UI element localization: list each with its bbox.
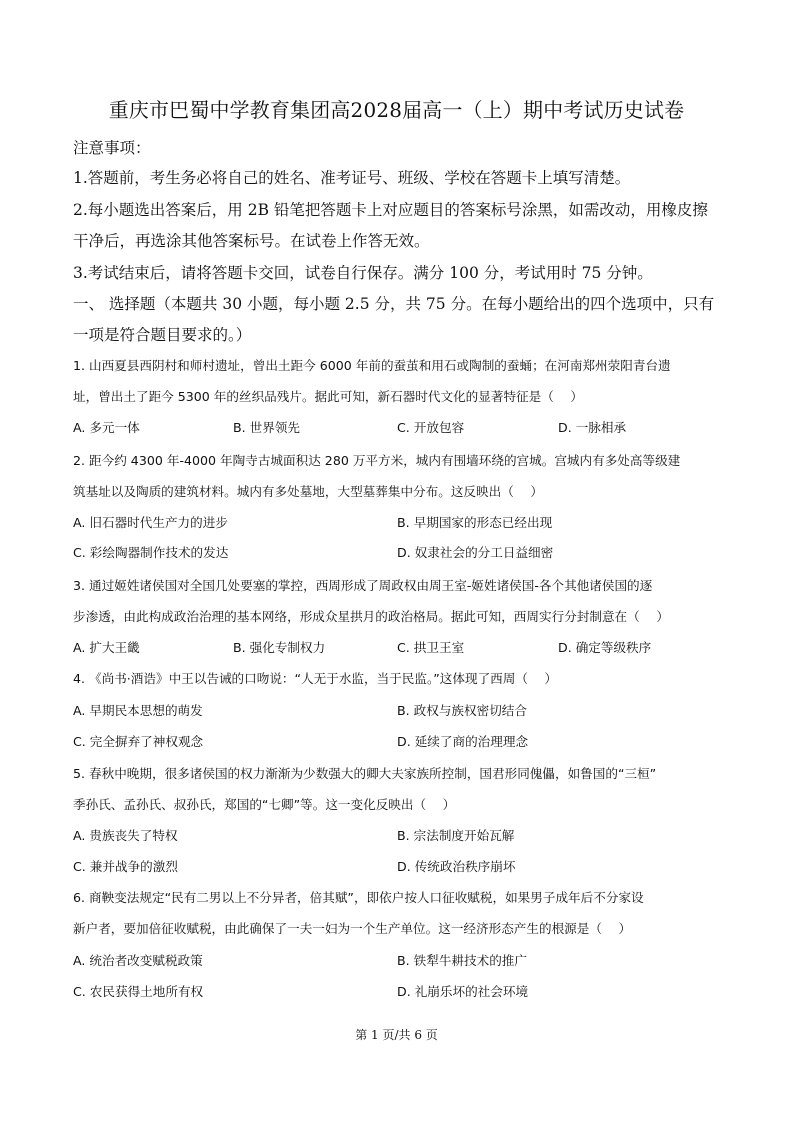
question-3-line-2: 步渗透，由此构成政治治理的基本网络，形成众星拱月的政治格局。据此可知，西周实行分封制意在（ ）	[73, 609, 669, 624]
question-2-line-2: 筑基址以及陶质的建筑材料。城内有多处墓地，大型墓葬集中分布。这反映出（ ）	[73, 484, 543, 499]
question-6-option-b: B. 铁犁牛耕技术的推广	[397, 953, 527, 968]
page-footer: 第 1 页/共 6 页	[355, 1028, 438, 1042]
question-1-line-2: 址，曾出土了距今 5300 年的丝织品残片。据此可知，新石器时代文化的显著特征是（ ）	[73, 389, 584, 404]
question-6-line-2: 新户者，要加倍征收赋税，由此确保了一夫一妇为一个生产单位。这一经济形态产生的根源是（ ）	[73, 921, 632, 936]
question-4-option-a: A. 早期民本思想的萌发	[73, 703, 203, 718]
question-4-option-d: D. 延续了商的治理理念	[397, 734, 529, 749]
question-6-option-d: D. 礼崩乐坏的社会环境	[397, 984, 529, 999]
page-title: 重庆市巴蜀中学教育集团高2028届高一（上）期中考试历史试卷	[108, 98, 685, 122]
question-4-line-1: 4. 《尚书·酒诰》中王以告诫的口吻说：“人无于水监，当于民监。”这体现了西周（ ）	[73, 671, 558, 686]
question-6-option-a: A. 统治者改变赋税政策	[73, 953, 203, 968]
question-4-option-c: C. 完全摒弃了神权观念	[73, 734, 204, 749]
question-1-option-d: D. 一脉相承	[558, 420, 627, 435]
notice-item-3: 3.考试结束后，请将答题卡交回，试卷自行保存。满分 100 分，考试用时 75 分钟。	[73, 264, 653, 282]
question-1-option-b: B. 世界领先	[233, 420, 301, 435]
section-heading-cont: 一项是符合题目要求的。）	[73, 326, 252, 344]
question-5-line-1: 5. 春秋中晚期，很多诸侯国的权力渐渐为少数强大的卿大夫家族所控制，国君形同傀儡，如鲁国的“三桓”	[73, 766, 657, 781]
question-2-option-b: B. 早期国家的形态已经出现	[397, 515, 553, 530]
question-6-option-c: C. 农民获得土地所有权	[73, 984, 204, 999]
question-5-option-d: D. 传统政治秩序崩坏	[397, 859, 516, 874]
question-1-option-a: A. 多元一体	[73, 420, 140, 435]
notice-heading: 注意事项：	[73, 139, 151, 157]
question-2-option-c: C. 彩绘陶器制作技术的发达	[73, 545, 229, 560]
question-5-line-2: 季孙氏、孟孙氏、叔孙氏，郑国的“七卿”等。这一变化反映出（ ）	[73, 797, 456, 812]
question-4-option-b: B. 政权与族权密切结合	[397, 703, 527, 718]
question-1-line-1: 1. 山西夏县西阴村和师村遗址，曾出土距今 6000 年前的蚕茧和用石或陶制的蚕蛹；在河南郑州荥阳青台遗	[73, 358, 671, 373]
question-6-line-1: 6. 商鞅变法规定“民有二男以上不分异者，倍其赋”，即依户按人口征收赋税，如果男子成年后不分家设	[73, 890, 644, 905]
question-5-option-a: A. 贵族丧失了特权	[73, 828, 178, 843]
question-1-option-c: C. 开放包容	[397, 420, 465, 435]
question-3-option-b: B. 强化专制权力	[233, 640, 326, 655]
question-2-option-a: A. 旧石器时代生产力的进步	[73, 515, 228, 530]
question-3-option-c: C. 拱卫王室	[397, 640, 465, 655]
question-2-option-d: D. 奴隶社会的分工日益细密	[397, 545, 554, 560]
question-5-option-c: C. 兼并战争的激烈	[73, 859, 178, 874]
question-3-line-1: 3. 通过姬姓诸侯国对全国几处要塞的掌控，西周形成了周政权由周王室-姬姓诸侯国-各个其他诸侯国的逐	[73, 578, 653, 593]
question-2-line-1: 2. 距今约 4300 年-4000 年陶寺古城面积达 280 万平方米，城内有围墙环绕的宫城。宫城内有多处高等级建	[73, 453, 681, 468]
question-3-option-a: A. 扩大王畿	[73, 640, 140, 655]
notice-item-2-cont: 干净后，再选涂其他答案标号。在试卷上作答无效。	[73, 232, 430, 250]
question-5-option-b: B. 宗法制度开始瓦解	[397, 828, 515, 843]
question-3-option-d: D. 确定等级秩序	[558, 640, 652, 655]
notice-item-1: 1.答题前，考生务必将自己的姓名、准考证号、班级、学校在答题卡上填写清楚。	[73, 169, 631, 187]
section-heading: 一、 选择题（本题共 30 小题，每小题 2.5 分，共 75 分。在每小题给出的四个选项中，只有	[73, 295, 715, 313]
notice-item-2: 2.每小题选出答案后，用 2B 铅笔把答题卡上对应题目的答案标号涂黑，如需改动，用橡皮擦	[73, 201, 708, 219]
